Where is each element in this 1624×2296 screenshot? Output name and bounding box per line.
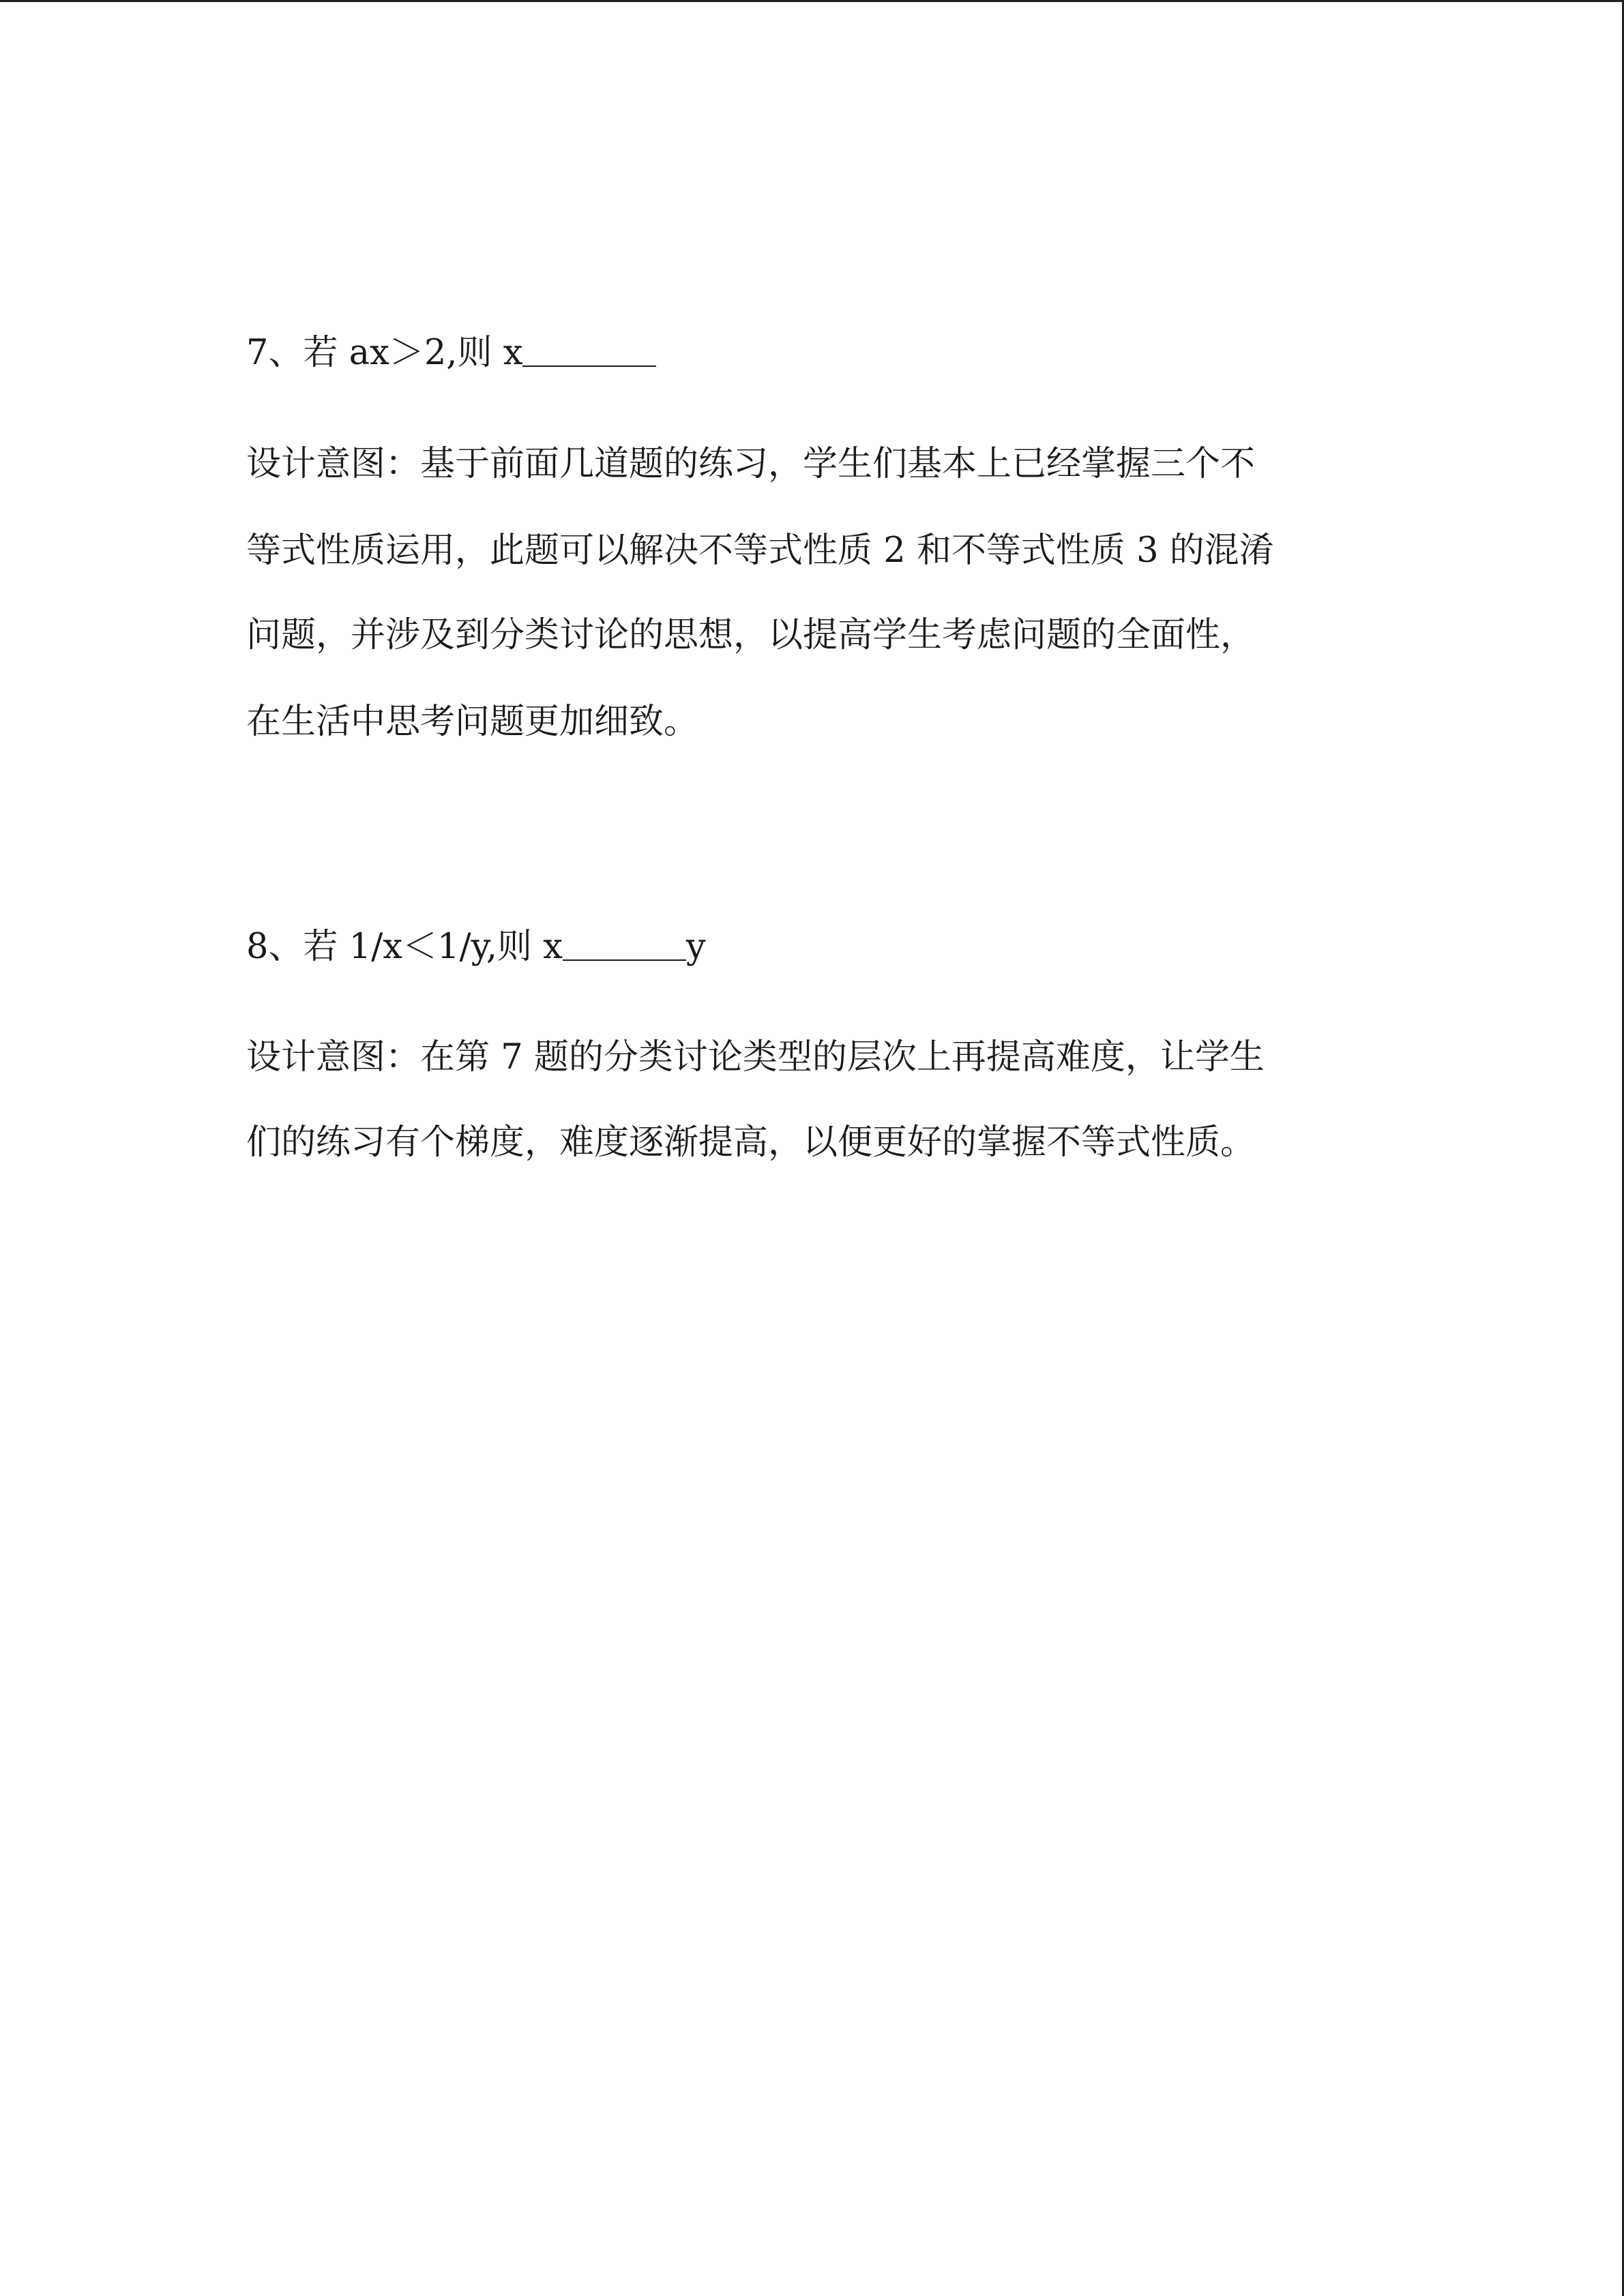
- question-8-answer-blank: [563, 959, 686, 961]
- question-8-intent-line-1: 设计意图：在第 7 题的分类讨论类型的层次上再提高难度，让学生: [246, 1037, 1265, 1077]
- question-7-answer-blank: [522, 365, 656, 367]
- question-8-suffix: y: [685, 927, 706, 967]
- question-8: [246, 927, 706, 968]
- question-8-intent-line-2: 们的练习有个梯度，难度逐渐提高，以便更好的掌握不等式性质。: [246, 1122, 1256, 1163]
- question-7-text: 7、若 ax＞2,则 x: [246, 333, 523, 373]
- question-7-intent-line-2: 等式性质运用，此题可以解决不等式性质 2 和不等式性质 3 的混淆: [246, 531, 1274, 571]
- question-7-intent-line-3: 问题，并涉及到分类讨论的思想，以提高学生考虑问题的全面性，: [246, 615, 1256, 655]
- question-7-intent-line-1: 设计意图：基于前面几道题的练习，学生们基本上已经掌握三个不: [246, 444, 1256, 484]
- question-8-text: 8、若 1/x＜1/y,则 x: [246, 927, 563, 967]
- question-7: [246, 333, 656, 374]
- question-7-intent-line-4: 在生活中思考问题更加细致。: [246, 702, 699, 742]
- page-top-border: [0, 0, 1624, 2]
